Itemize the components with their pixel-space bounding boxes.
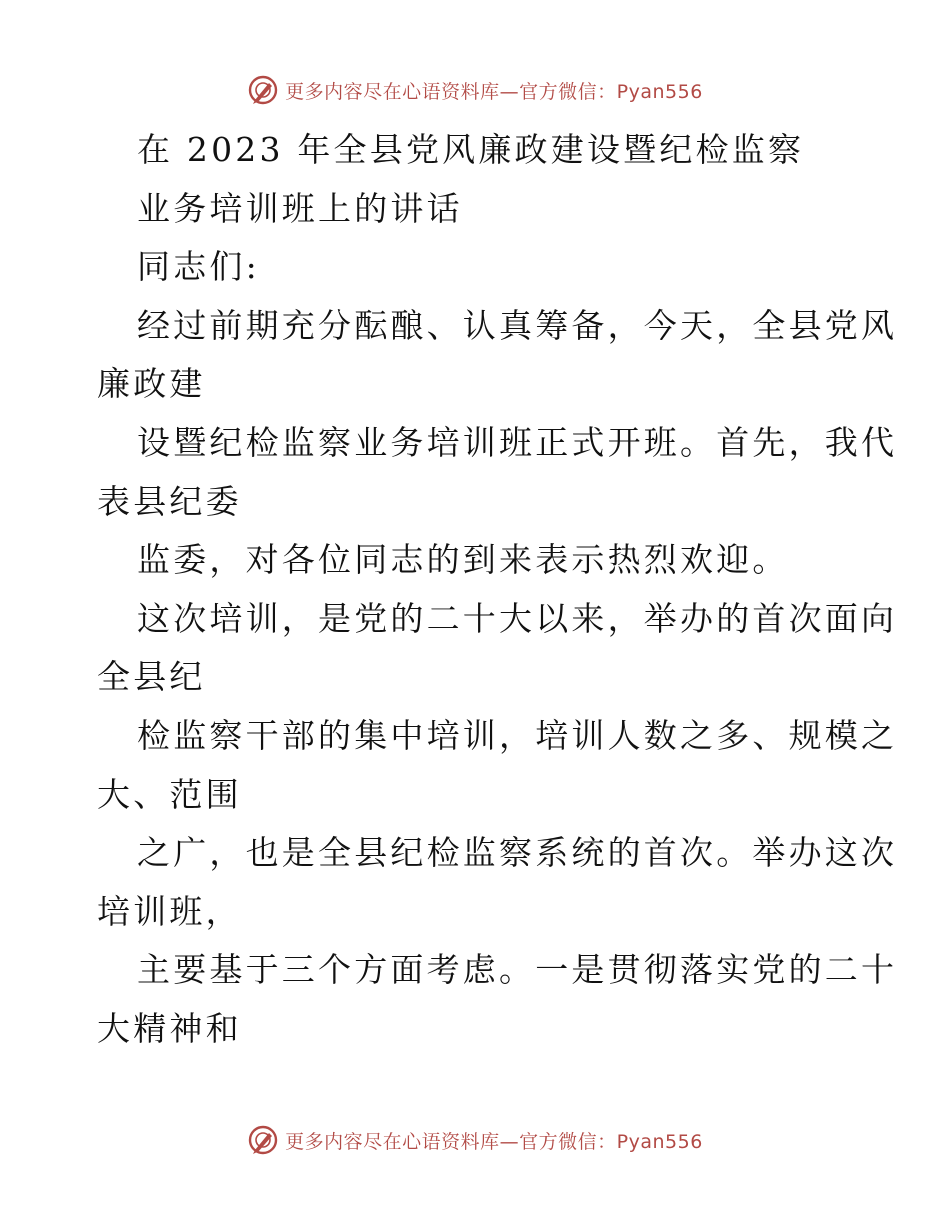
footer-watermark (0, 1120, 950, 1160)
text-line: 大、范围 (97, 774, 242, 814)
text-line: 监委，对各位同志的到来表示热烈欢迎。 (137, 540, 789, 580)
text-line: 全县纪 (97, 657, 206, 697)
text-line: 检监察干部的集中培训，培训人数之多、规模之 (137, 715, 898, 755)
text-line: 设暨纪检监察业务培训班正式开班。首先，我代 (137, 422, 898, 462)
salutation: 同志们: (137, 247, 260, 287)
pen-logo-icon (247, 1124, 279, 1156)
text-line: 大精神和 (97, 1008, 242, 1048)
text-line: 这次培训，是党的二十大以来，举办的首次面向 (137, 598, 898, 638)
text-line: 主要基于三个方面考虑。一是贯彻落实党的二十 (137, 950, 898, 990)
header-watermark-text: 更多内容尽在心语资料库—官方微信：Pyan556 (285, 80, 703, 103)
title-line-2: 业务培训班上的讲话 (137, 188, 463, 228)
header-watermark (0, 70, 950, 110)
title-line-1: 在 2023 年全县党风廉政建设暨纪检监察 (137, 130, 805, 169)
text-line: 廉政建 (97, 364, 206, 404)
pen-logo-icon (247, 74, 279, 106)
text-line: 培训班， (97, 891, 242, 931)
text-line: 之广，也是全县纪检监察系统的首次。举办这次 (137, 833, 898, 873)
footer-watermark-text: 更多内容尽在心语资料库—官方微信：Pyan556 (285, 1130, 703, 1153)
text-line: 表县纪委 (97, 481, 242, 521)
text-line: 经过前期充分酝酿、认真筹备，今天，全县党风 (137, 305, 898, 345)
document-body (97, 121, 898, 1059)
